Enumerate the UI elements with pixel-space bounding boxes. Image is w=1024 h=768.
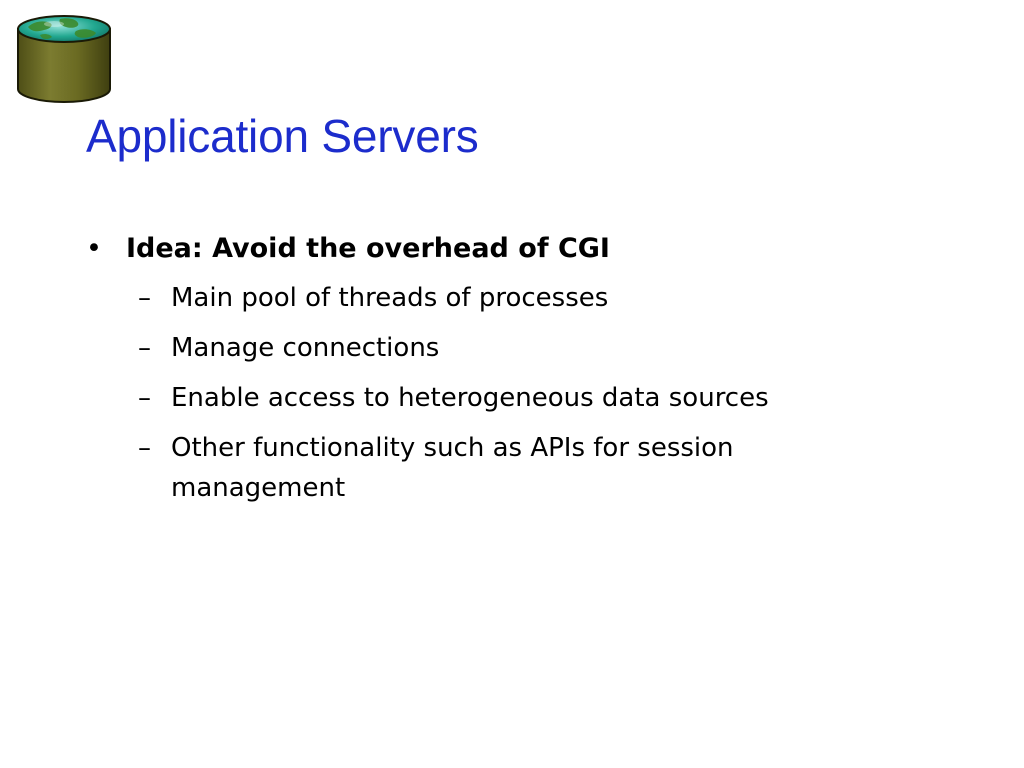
bullet-item [86, 229, 986, 269]
bullet-text: Idea: Avoid the overhead of CGI [126, 233, 610, 264]
sub-bullet-item [86, 278, 986, 318]
database-globe-icon [14, 13, 114, 105]
sub-bullet-item [86, 328, 986, 368]
sub-bullet-text: Other functionality such as APIs for session management [171, 433, 734, 503]
sub-bullet-text: Enable access to heterogeneous data sources [171, 383, 769, 413]
sub-bullet-text: Main pool of threads of processes [171, 283, 609, 313]
bullet-marker: • [86, 233, 102, 264]
sub-bullet-text: Manage connections [171, 333, 440, 363]
sub-bullet-list [86, 278, 986, 508]
slide-content [86, 229, 986, 518]
sub-bullet-marker: – [138, 333, 151, 363]
sub-bullet-item [86, 428, 986, 508]
sub-bullet-marker: – [138, 383, 151, 413]
sub-bullet-marker: – [138, 283, 151, 313]
sub-bullet-item [86, 378, 986, 418]
sub-bullet-marker: – [138, 433, 151, 463]
slide-title: Application Servers [86, 110, 479, 162]
